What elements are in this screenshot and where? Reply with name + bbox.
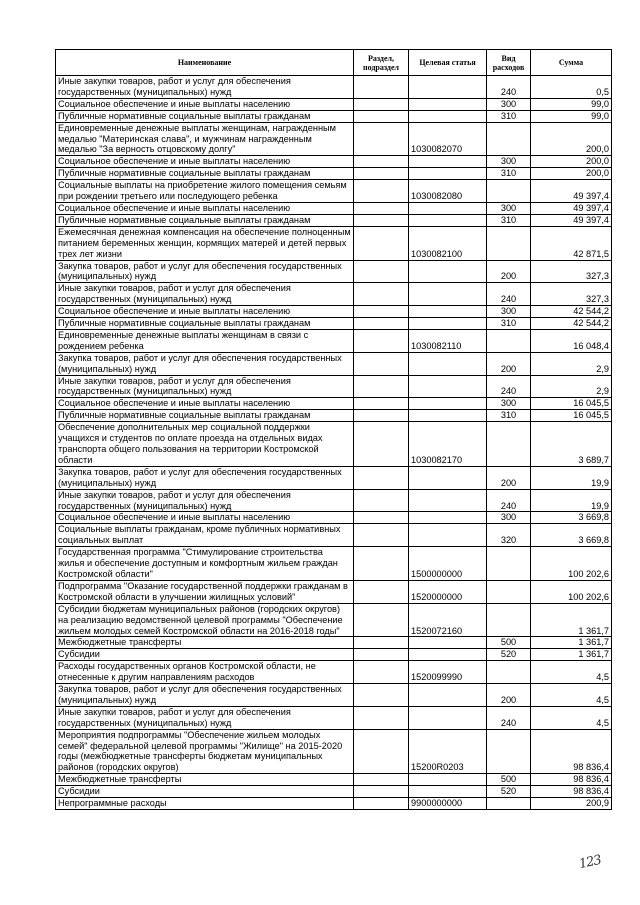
table-row (56, 329, 612, 352)
table-row (56, 512, 612, 524)
cell-sum: 16 045,5 (531, 398, 612, 410)
cell-name: Межбюджетные трансферты (56, 774, 354, 786)
cell-target (409, 76, 487, 99)
cell-kind: 310 (487, 318, 531, 330)
cell-kind: 310 (487, 214, 531, 226)
header-sum: Сумма (531, 50, 612, 76)
cell-name: Государственная программа "Стимулирование строительства жилья и обеспечение доступным и комфортным жильем граждан Костромской области" (56, 547, 354, 581)
cell-name: Мероприятия подпрограммы "Обеспечение жильем молодых семей" федеральной целевой программы "Жилище" на 2015-2020 годы (межбюджетные трансферты бюджетам муниципальных районов (городских округов) (56, 729, 354, 774)
page-number: 123 (577, 852, 603, 873)
cell-section (354, 524, 409, 547)
cell-kind: 300 (487, 512, 531, 524)
cell-sum: 16 045,5 (531, 410, 612, 422)
cell-section (354, 260, 409, 283)
table-row (56, 649, 612, 661)
cell-target (409, 398, 487, 410)
cell-target: 1030082100 (409, 226, 487, 260)
cell-target (409, 98, 487, 110)
cell-section (354, 466, 409, 489)
cell-target (409, 110, 487, 122)
table-row (56, 547, 612, 581)
cell-name: Субсидии (56, 649, 354, 661)
cell-sum: 4,5 (531, 661, 612, 684)
cell-target (409, 774, 487, 786)
cell-section (354, 202, 409, 214)
cell-sum: 327,3 (531, 283, 612, 306)
cell-section (354, 684, 409, 707)
cell-name: Иные закупки товаров, работ и услуг для обеспечения государственных (муниципальных) нужд (56, 76, 354, 99)
cell-sum: 1 361,7 (531, 649, 612, 661)
cell-sum: 200,9 (531, 798, 612, 810)
cell-section (354, 168, 409, 180)
table-body (56, 76, 612, 810)
table-row (56, 98, 612, 110)
cell-kind: 300 (487, 156, 531, 168)
cell-kind (487, 422, 531, 467)
cell-name: Публичные нормативные социальные выплаты гражданам (56, 318, 354, 330)
cell-sum: 3 669,8 (531, 512, 612, 524)
cell-sum: 200,0 (531, 156, 612, 168)
table-row (56, 798, 612, 810)
cell-sum: 200,0 (531, 122, 612, 156)
cell-name: Публичные нормативные социальные выплаты гражданам (56, 410, 354, 422)
cell-target (409, 168, 487, 180)
cell-target: 9900000000 (409, 798, 487, 810)
header-section: Раздел, подраздел (354, 50, 409, 76)
table-row (56, 214, 612, 226)
table-row (56, 410, 612, 422)
cell-target (409, 375, 487, 398)
cell-kind: 240 (487, 76, 531, 99)
cell-sum: 49 397,4 (531, 180, 612, 203)
cell-section (354, 649, 409, 661)
table-row (56, 774, 612, 786)
cell-target: 1030082070 (409, 122, 487, 156)
cell-section (354, 306, 409, 318)
table-row (56, 684, 612, 707)
cell-sum: 16 048,4 (531, 329, 612, 352)
cell-target (409, 283, 487, 306)
cell-sum: 327,3 (531, 260, 612, 283)
table-row (56, 283, 612, 306)
cell-target: 1030082170 (409, 422, 487, 467)
table-row (56, 729, 612, 774)
cell-section (354, 110, 409, 122)
cell-name: Социальное обеспечение и иные выплаты населению (56, 512, 354, 524)
cell-target: 1030082080 (409, 180, 487, 203)
table-row (56, 180, 612, 203)
cell-sum: 98 836,4 (531, 774, 612, 786)
cell-name: Социальное обеспечение и иные выплаты населению (56, 98, 354, 110)
cell-sum: 200,0 (531, 168, 612, 180)
cell-section (354, 318, 409, 330)
cell-kind: 240 (487, 706, 531, 729)
cell-name: Закупка товаров, работ и услуг для обеспечения государственных (муниципальных) нужд (56, 260, 354, 283)
cell-name: Социальное обеспечение и иные выплаты населению (56, 202, 354, 214)
cell-section (354, 661, 409, 684)
cell-target: 1520000000 (409, 580, 487, 603)
cell-sum: 4,5 (531, 684, 612, 707)
cell-target (409, 318, 487, 330)
cell-kind: 320 (487, 524, 531, 547)
cell-target (409, 202, 487, 214)
cell-target (409, 352, 487, 375)
table-row (56, 76, 612, 99)
cell-kind: 200 (487, 260, 531, 283)
cell-name: Закупка товаров, работ и услуг для обеспечения государственных (муниципальных) нужд (56, 352, 354, 375)
cell-sum: 42 871,5 (531, 226, 612, 260)
cell-section (354, 122, 409, 156)
cell-section (354, 214, 409, 226)
cell-sum: 49 397,4 (531, 214, 612, 226)
cell-name: Социальные выплаты гражданам, кроме публичных нормативных социальных выплат (56, 524, 354, 547)
cell-name: Непрограммные расходы (56, 798, 354, 810)
header-kind: Вид расходов (487, 50, 531, 76)
table-row (56, 306, 612, 318)
cell-section (354, 398, 409, 410)
cell-sum: 19,9 (531, 489, 612, 512)
table-row (56, 168, 612, 180)
cell-sum: 42 544,2 (531, 306, 612, 318)
cell-target (409, 410, 487, 422)
cell-kind (487, 180, 531, 203)
cell-target: 1520072160 (409, 603, 487, 637)
cell-sum: 99,0 (531, 98, 612, 110)
cell-kind (487, 603, 531, 637)
table-row (56, 318, 612, 330)
cell-kind: 200 (487, 352, 531, 375)
cell-name: Расходы государственных органов Костромской области, не отнесенные к другим направлениям расходов (56, 661, 354, 684)
cell-section (354, 774, 409, 786)
cell-target (409, 706, 487, 729)
cell-section (354, 352, 409, 375)
cell-name: Закупка товаров, работ и услуг для обеспечения государственных (муниципальных) нужд (56, 684, 354, 707)
cell-name: Обеспечение дополнительных мер социальной поддержки учащихся и студентов по оплате проезда на отдельных видах транспорта общего пользования на территории Костромской области (56, 422, 354, 467)
table-row (56, 706, 612, 729)
cell-kind (487, 226, 531, 260)
cell-target (409, 649, 487, 661)
table-row (56, 226, 612, 260)
header-name: Наименование (56, 50, 354, 76)
cell-sum: 1 361,7 (531, 637, 612, 649)
cell-sum: 100 202,6 (531, 547, 612, 581)
cell-name: Социальное обеспечение и иные выплаты населению (56, 156, 354, 168)
cell-sum: 3 669,8 (531, 524, 612, 547)
cell-target (409, 214, 487, 226)
cell-name: Иные закупки товаров, работ и услуг для обеспечения государственных (муниципальных) нужд (56, 283, 354, 306)
cell-name: Межбюджетные трансферты (56, 637, 354, 649)
cell-kind: 240 (487, 375, 531, 398)
cell-name: Социальные выплаты на приобретение жилого помещения семьям при рождении третьего или последующего ребенка (56, 180, 354, 203)
cell-kind: 520 (487, 649, 531, 661)
cell-target: 1500000000 (409, 547, 487, 581)
cell-kind (487, 580, 531, 603)
cell-kind: 300 (487, 98, 531, 110)
cell-section (354, 422, 409, 467)
cell-section (354, 489, 409, 512)
cell-sum: 100 202,6 (531, 580, 612, 603)
table-row (56, 260, 612, 283)
table-row (56, 156, 612, 168)
cell-section (354, 98, 409, 110)
cell-target (409, 156, 487, 168)
cell-name: Единовременные денежные выплаты женщинам в связи с рождением ребенка (56, 329, 354, 352)
cell-name: Субсидии бюджетам муниципальных районов (городских округов) на реализацию ведомственной целевой программы "Обеспечение жильем молодых семей Костромской области на 2016-2018 годы" (56, 603, 354, 637)
header-target: Целевая статья (409, 50, 487, 76)
cell-section (354, 706, 409, 729)
cell-name: Иные закупки товаров, работ и услуг для обеспечения государственных (муниципальных) нужд (56, 375, 354, 398)
table-row (56, 202, 612, 214)
cell-sum: 2,9 (531, 352, 612, 375)
cell-sum: 98 836,4 (531, 786, 612, 798)
cell-kind: 500 (487, 637, 531, 649)
cell-section (354, 226, 409, 260)
cell-name: Социальное обеспечение и иные выплаты населению (56, 306, 354, 318)
cell-section (354, 603, 409, 637)
cell-section (354, 76, 409, 99)
cell-kind (487, 798, 531, 810)
cell-section (354, 786, 409, 798)
cell-kind: 200 (487, 466, 531, 489)
cell-section (354, 410, 409, 422)
table-row (56, 661, 612, 684)
cell-target (409, 466, 487, 489)
cell-kind: 300 (487, 398, 531, 410)
cell-kind: 310 (487, 410, 531, 422)
cell-section (354, 375, 409, 398)
table-row (56, 422, 612, 467)
cell-target: 1520099990 (409, 661, 487, 684)
cell-name: Публичные нормативные социальные выплаты гражданам (56, 110, 354, 122)
budget-table (55, 49, 612, 810)
cell-name: Закупка товаров, работ и услуг для обеспечения государственных (муниципальных) нужд (56, 466, 354, 489)
cell-sum: 19,9 (531, 466, 612, 489)
cell-name: Публичные нормативные социальные выплаты гражданам (56, 214, 354, 226)
table-row (56, 524, 612, 547)
cell-target (409, 260, 487, 283)
cell-kind: 300 (487, 306, 531, 318)
cell-kind (487, 547, 531, 581)
cell-kind: 520 (487, 786, 531, 798)
table-row (56, 398, 612, 410)
cell-section (354, 547, 409, 581)
cell-name: Иные закупки товаров, работ и услуг для обеспечения государственных (муниципальных) нужд (56, 489, 354, 512)
cell-kind: 310 (487, 168, 531, 180)
cell-target (409, 306, 487, 318)
cell-sum: 42 544,2 (531, 318, 612, 330)
cell-kind (487, 729, 531, 774)
table-row (56, 466, 612, 489)
cell-sum: 1 361,7 (531, 603, 612, 637)
cell-name: Социальное обеспечение и иные выплаты населению (56, 398, 354, 410)
cell-kind: 500 (487, 774, 531, 786)
table-header (56, 50, 612, 76)
table-row (56, 489, 612, 512)
table-row (56, 580, 612, 603)
cell-section (354, 637, 409, 649)
cell-target (409, 489, 487, 512)
table-row (56, 375, 612, 398)
cell-sum: 98 836,4 (531, 729, 612, 774)
table-row (56, 786, 612, 798)
cell-name: Единовременные денежные выплаты женщинам, награжденным медалью "Материнская слава", и мужчинам награжденным медалью "За верность отцовскому долгу" (56, 122, 354, 156)
cell-target (409, 512, 487, 524)
cell-sum: 49 397,4 (531, 202, 612, 214)
cell-section (354, 798, 409, 810)
cell-kind: 310 (487, 110, 531, 122)
cell-target: 15200R0203 (409, 729, 487, 774)
cell-kind: 240 (487, 283, 531, 306)
cell-section (354, 156, 409, 168)
cell-name: Иные закупки товаров, работ и услуг для обеспечения государственных (муниципальных) нужд (56, 706, 354, 729)
cell-section (354, 580, 409, 603)
cell-target (409, 637, 487, 649)
cell-kind: 240 (487, 489, 531, 512)
cell-sum: 4,5 (531, 706, 612, 729)
cell-target (409, 524, 487, 547)
table-row (56, 352, 612, 375)
cell-section (354, 329, 409, 352)
cell-target: 1030082110 (409, 329, 487, 352)
cell-name: Субсидии (56, 786, 354, 798)
cell-kind (487, 661, 531, 684)
cell-sum: 99,0 (531, 110, 612, 122)
cell-name: Подпрограмма "Оказание государственной поддержки гражданам в Костромской области в улучшении жилищных условий" (56, 580, 354, 603)
cell-kind: 200 (487, 684, 531, 707)
cell-kind (487, 122, 531, 156)
cell-section (354, 729, 409, 774)
cell-sum: 2,9 (531, 375, 612, 398)
cell-target (409, 684, 487, 707)
cell-name: Ежемесячная денежная компенсация на обеспечение полноценным питанием беременных женщин, кормящих матерей и детей первых трех лет жизни (56, 226, 354, 260)
table-row (56, 110, 612, 122)
cell-section (354, 283, 409, 306)
table-row (56, 122, 612, 156)
table-row (56, 603, 612, 637)
cell-name: Публичные нормативные социальные выплаты гражданам (56, 168, 354, 180)
cell-section (354, 180, 409, 203)
cell-section (354, 512, 409, 524)
cell-sum: 3 689,7 (531, 422, 612, 467)
cell-kind (487, 329, 531, 352)
cell-kind: 300 (487, 202, 531, 214)
table-row (56, 637, 612, 649)
cell-sum: 0,5 (531, 76, 612, 99)
cell-target (409, 786, 487, 798)
